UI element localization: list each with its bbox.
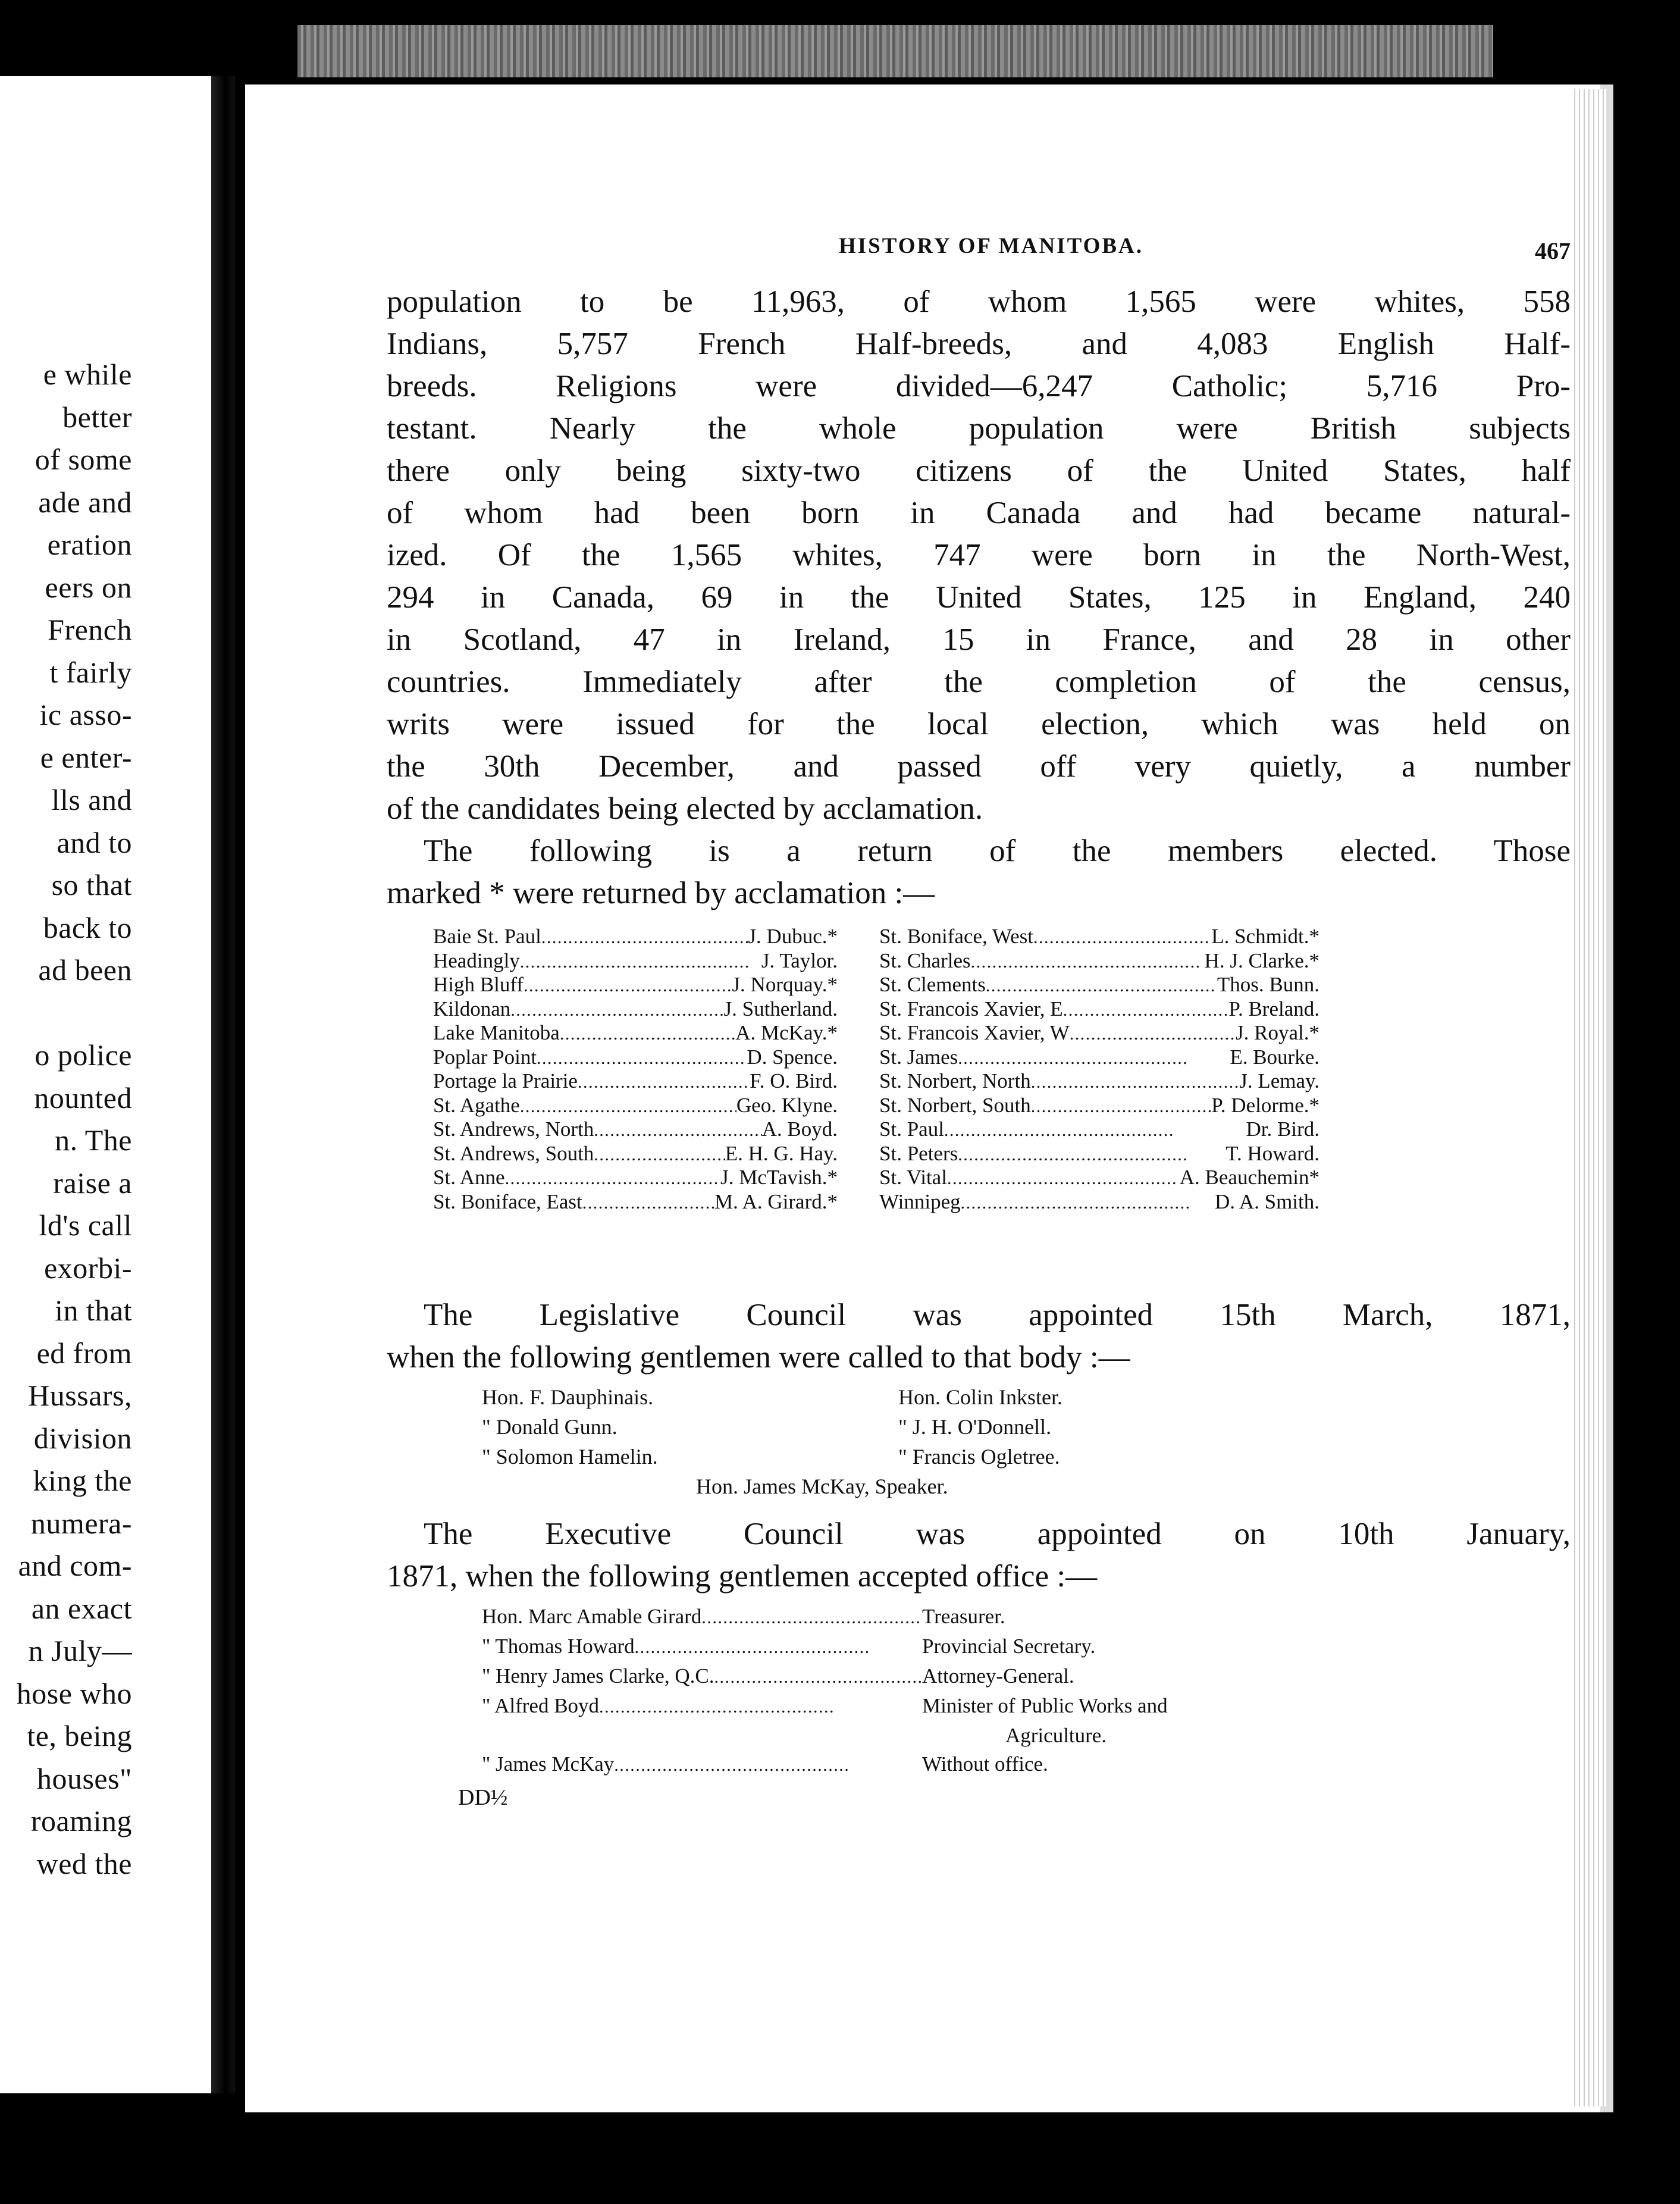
text-line: The following is a return of the members elected. Those (424, 834, 1571, 868)
constituency-name: St. Norbert, South (879, 1093, 1031, 1117)
member-row (433, 950, 838, 974)
member-name: J. Taylor. (761, 948, 838, 972)
member-name: A. Beauchemin* (1179, 1166, 1319, 1189)
constituency-name: St. Anne (433, 1166, 505, 1189)
text-line: The Legislative Council was appointed 15th March, 1871, (424, 1298, 1571, 1332)
constituency-name: St. Vital (879, 1166, 947, 1189)
councillor-name: Hon. F. Dauphinais. (482, 1385, 654, 1409)
constituency-name: St. Andrews, South (433, 1141, 594, 1165)
member-row (879, 1094, 1319, 1119)
councillor-name: " J. H. O'Donnell. (898, 1415, 1052, 1439)
left-page-line: better (62, 400, 132, 434)
member-name: P. Delorme.* (1211, 1093, 1319, 1117)
text-line: when the following gentlemen were called to that body :— (387, 1340, 1130, 1375)
left-page-line: e enter- (40, 740, 132, 774)
office-title: Agriculture. (1005, 1724, 1107, 1747)
member-row (433, 1022, 838, 1046)
member-name: Geo. Klyne. (736, 1093, 838, 1117)
member-row (879, 1118, 1319, 1142)
left-page-line: n July— (28, 1634, 132, 1667)
member-row (879, 1070, 1319, 1094)
constituency-name: High Bluff (433, 973, 524, 996)
left-page-line: in that (55, 1294, 132, 1327)
executive-row (482, 1662, 1267, 1692)
left-page-line: hose who (16, 1676, 132, 1710)
dot-leader (520, 950, 761, 974)
left-page (0, 76, 215, 2093)
member-row (879, 1142, 1319, 1167)
office-title: Without office. (922, 1752, 1048, 1776)
member-name: E. Bourke. (1230, 1045, 1319, 1069)
member-row (879, 973, 1319, 998)
dot-leader (961, 1191, 1215, 1215)
constituency-name: St. Agathe (433, 1093, 520, 1117)
dot-leader (541, 925, 748, 950)
executive-council-list (387, 1602, 1571, 1780)
left-page-line: t fairly (49, 655, 132, 689)
left-page-line: Hussars, (28, 1379, 132, 1412)
text-line: writs were issued for the local election, which was held on (387, 707, 1571, 741)
executive-name: Hon. Marc Amable Girard (482, 1605, 702, 1628)
dot-leader (986, 973, 1217, 998)
dot-leader (614, 1750, 922, 1780)
text-line: ized. Of the 1,565 whites, 747 were born in the North-West, (387, 538, 1571, 572)
member-row (433, 925, 838, 950)
member-name: Dr. Bird. (1246, 1117, 1319, 1141)
left-page-line: ic asso- (39, 698, 132, 731)
page-content (387, 233, 1571, 1811)
member-name: Thos. Bunn. (1217, 973, 1319, 996)
dot-leader (524, 973, 732, 998)
member-row (879, 1166, 1319, 1191)
page-edges (1571, 89, 1606, 2106)
member-row (433, 1046, 838, 1070)
member-row (879, 925, 1319, 950)
member-row (433, 998, 838, 1022)
book-top-edge (297, 25, 1493, 77)
member-name: D. Spence. (747, 1045, 838, 1069)
left-page-line: French (48, 613, 132, 646)
left-page-line: numera- (30, 1506, 132, 1540)
constituency-name: St. Paul (879, 1117, 944, 1141)
executive-name: " James McKay (482, 1752, 615, 1776)
left-page-line: ld's call (39, 1209, 132, 1242)
left-page-line: n. The (55, 1123, 132, 1157)
dot-leader (582, 1191, 714, 1215)
signature-mark: DD½ (458, 1785, 508, 1810)
office-title: Attorney-General. (922, 1664, 1074, 1688)
page-header (387, 233, 1571, 281)
left-page-line: lls and (51, 783, 132, 816)
member-row (433, 1070, 838, 1094)
text-line: in Scotland, 47 in Ireland, 15 in France, and 28 in other (387, 622, 1571, 657)
text-line: Indians, 5,757 French Half-breeds, and 4,083 English Half- (387, 327, 1571, 361)
constituency-name: St. Andrews, North (433, 1117, 594, 1141)
member-name: A. Boyd. (761, 1117, 838, 1141)
text-line: marked * were returned by acclamation :— (387, 876, 935, 910)
member-row (879, 950, 1319, 974)
constituency-name: Winnipeg (879, 1189, 961, 1213)
dot-leader (520, 1094, 736, 1119)
text-line: 1871, when the following gentlemen accepted office :— (387, 1559, 1098, 1593)
constituency-name: St. Clements (879, 973, 986, 996)
dot-leader (1070, 1022, 1236, 1046)
text-line: countries. Immediately after the completion of the census, (387, 665, 1571, 699)
member-row (433, 1094, 838, 1119)
constituency-name: Baie St. Paul (433, 925, 541, 948)
member-row (879, 1022, 1319, 1046)
text-line: 294 in Canada, 69 in the United States, 125 in England, 240 (387, 580, 1571, 615)
member-name: J. Dubuc.* (748, 925, 838, 948)
constituency-name: St. Boniface, West (879, 925, 1033, 948)
dot-leader (714, 1662, 922, 1692)
dot-leader (594, 1142, 725, 1167)
member-name: H. J. Clarke.* (1204, 948, 1319, 972)
left-page-line: roaming (30, 1804, 132, 1837)
member-name: A. McKay.* (735, 1021, 838, 1044)
dot-leader (944, 1118, 1246, 1142)
members-table (387, 925, 1571, 1294)
dot-leader (701, 1602, 922, 1632)
dot-leader (594, 1118, 761, 1142)
constituency-name: St. Charles (879, 948, 971, 972)
member-name: L. Schmidt.* (1211, 925, 1319, 948)
page-number: 467 (1535, 237, 1571, 264)
executive-row (482, 1692, 1267, 1721)
left-page-line: o police (35, 1038, 132, 1072)
book-gutter (211, 76, 235, 2093)
member-row (879, 998, 1319, 1022)
office-title: Minister of Public Works and (922, 1694, 1168, 1717)
constituency-name: St. Boniface, East (433, 1189, 582, 1213)
right-page (245, 84, 1613, 2112)
dot-leader (635, 1632, 922, 1662)
executive-row (482, 1632, 1267, 1662)
left-page-line: eers on (45, 570, 132, 604)
left-page-text (0, 353, 132, 1885)
member-name: M. A. Girard.* (714, 1189, 838, 1213)
constituency-name: Portage la Prairie (433, 1069, 578, 1092)
left-page-line: an exact (31, 1591, 132, 1625)
dot-leader (560, 1022, 735, 1046)
running-title: HISTORY OF MANITOBA. (839, 234, 1144, 258)
office-title: Provincial Secretary. (922, 1635, 1096, 1658)
members-column-right (879, 925, 1319, 1214)
text-line: population to be 11,963, of whom 1,565 were whites, 558 (387, 284, 1571, 319)
paragraph-legislative-council (387, 1294, 1571, 1379)
executive-row (482, 1750, 1267, 1780)
member-row (433, 1142, 838, 1167)
left-page-line: ed from (36, 1336, 132, 1370)
member-row (879, 1046, 1319, 1070)
dot-leader (537, 1046, 747, 1070)
text-line: The Executive Council was appointed on 10th January, (424, 1517, 1571, 1551)
member-row (433, 1166, 838, 1191)
dot-leader (971, 950, 1205, 974)
paragraph-census (387, 281, 1571, 830)
constituency-name: St. James (879, 1045, 958, 1069)
text-line: of whom had been born in Canada and had became natural- (387, 496, 1571, 530)
left-page-line: so that (51, 868, 132, 901)
councillor-name: " Francis Ogletree. (898, 1445, 1060, 1469)
legislative-council-list (387, 1382, 1571, 1513)
paragraph-members-intro (387, 830, 1571, 915)
constituency-name: St. Francois Xavier, E (879, 997, 1063, 1020)
paragraph-executive-council (387, 1513, 1571, 1598)
executive-row (482, 1602, 1267, 1632)
dot-leader (958, 1046, 1230, 1070)
constituency-name: St. Francois Xavier, W (879, 1021, 1070, 1044)
council-column-left (482, 1382, 658, 1472)
dot-leader (599, 1692, 922, 1721)
text-line: there only being sixty-two citizens of the United States, half (387, 453, 1571, 488)
left-page-line: e while (43, 358, 132, 391)
text-line: of the candidates being elected by acclamation. (387, 791, 983, 826)
member-name: J. McTavish.* (720, 1166, 838, 1189)
constituency-name: Kildonan (433, 997, 511, 1020)
member-name: T. Howard. (1225, 1141, 1319, 1165)
text-line: breeds. Religions were divided—6,247 Catholic; 5,716 Pro- (387, 369, 1571, 403)
councillor-name: Hon. Colin Inkster. (898, 1385, 1062, 1409)
councillor-name: " Donald Gunn. (482, 1415, 618, 1439)
council-column-right (898, 1382, 1062, 1472)
dot-leader (1031, 1094, 1211, 1119)
councillor-name: " Solomon Hamelin. (482, 1445, 658, 1469)
member-name: D. A. Smith. (1214, 1189, 1319, 1213)
left-page-line: ade and (38, 485, 132, 519)
executive-name: " Henry James Clarke, Q.C. (482, 1664, 714, 1688)
left-page-line: and com- (18, 1549, 132, 1582)
council-speaker: Hon. James McKay, Speaker. (696, 1474, 948, 1498)
left-page-line: and to (57, 825, 132, 859)
constituency-name: St. Norbert, North (879, 1069, 1031, 1092)
constituency-name: Lake Manitoba (433, 1021, 560, 1044)
dot-leader (510, 998, 723, 1022)
executive-name: " Alfred Boyd (482, 1694, 600, 1717)
constituency-name: St. Peters (879, 1141, 958, 1165)
left-page-line: division (33, 1421, 132, 1455)
member-row (433, 973, 838, 998)
dot-leader (947, 1166, 1180, 1191)
left-page-line: of some (35, 443, 132, 476)
left-page-line: back to (43, 910, 132, 944)
left-page-line: te, being (27, 1719, 132, 1752)
constituency-name: Poplar Point (433, 1045, 537, 1069)
text-line: the 30th December, and passed off very quietly, a number (387, 749, 1571, 784)
left-page-line (0, 992, 132, 1035)
member-name: J. Royal.* (1236, 1021, 1319, 1044)
member-row (879, 1191, 1319, 1215)
member-name: P. Breland. (1228, 997, 1319, 1020)
left-page-line: exorbi- (44, 1251, 132, 1285)
left-page-line: wed the (36, 1846, 132, 1880)
left-page-line: nounted (34, 1081, 132, 1114)
member-name: E. H. G. Hay. (725, 1141, 838, 1165)
office-title: Treasurer. (922, 1605, 1005, 1628)
left-page-line: raise a (53, 1166, 132, 1200)
member-name: F. O. Bird. (750, 1069, 838, 1092)
text-line: testant. Nearly the whole population were British subjects (387, 411, 1571, 446)
dot-leader (578, 1070, 750, 1094)
left-page-line: eration (47, 528, 132, 561)
member-name: J. Sutherland. (723, 997, 838, 1020)
left-page-line: king the (33, 1464, 132, 1497)
executive-name: " Thomas Howard (482, 1635, 635, 1658)
member-name: J. Lemay. (1239, 1069, 1319, 1092)
left-page-line: houses" (36, 1761, 132, 1795)
dot-leader (1031, 1070, 1240, 1094)
dot-leader (1063, 998, 1229, 1022)
member-row (433, 1118, 838, 1142)
member-row (433, 1191, 838, 1215)
dot-leader (1033, 925, 1211, 950)
left-page-line: ad been (38, 953, 132, 987)
member-name: J. Norquay.* (732, 973, 838, 996)
members-column-left (433, 925, 838, 1214)
dot-leader (958, 1142, 1225, 1167)
dot-leader (505, 1166, 721, 1191)
executive-row-continued (387, 1721, 1571, 1750)
constituency-name: Headingly (433, 948, 520, 972)
